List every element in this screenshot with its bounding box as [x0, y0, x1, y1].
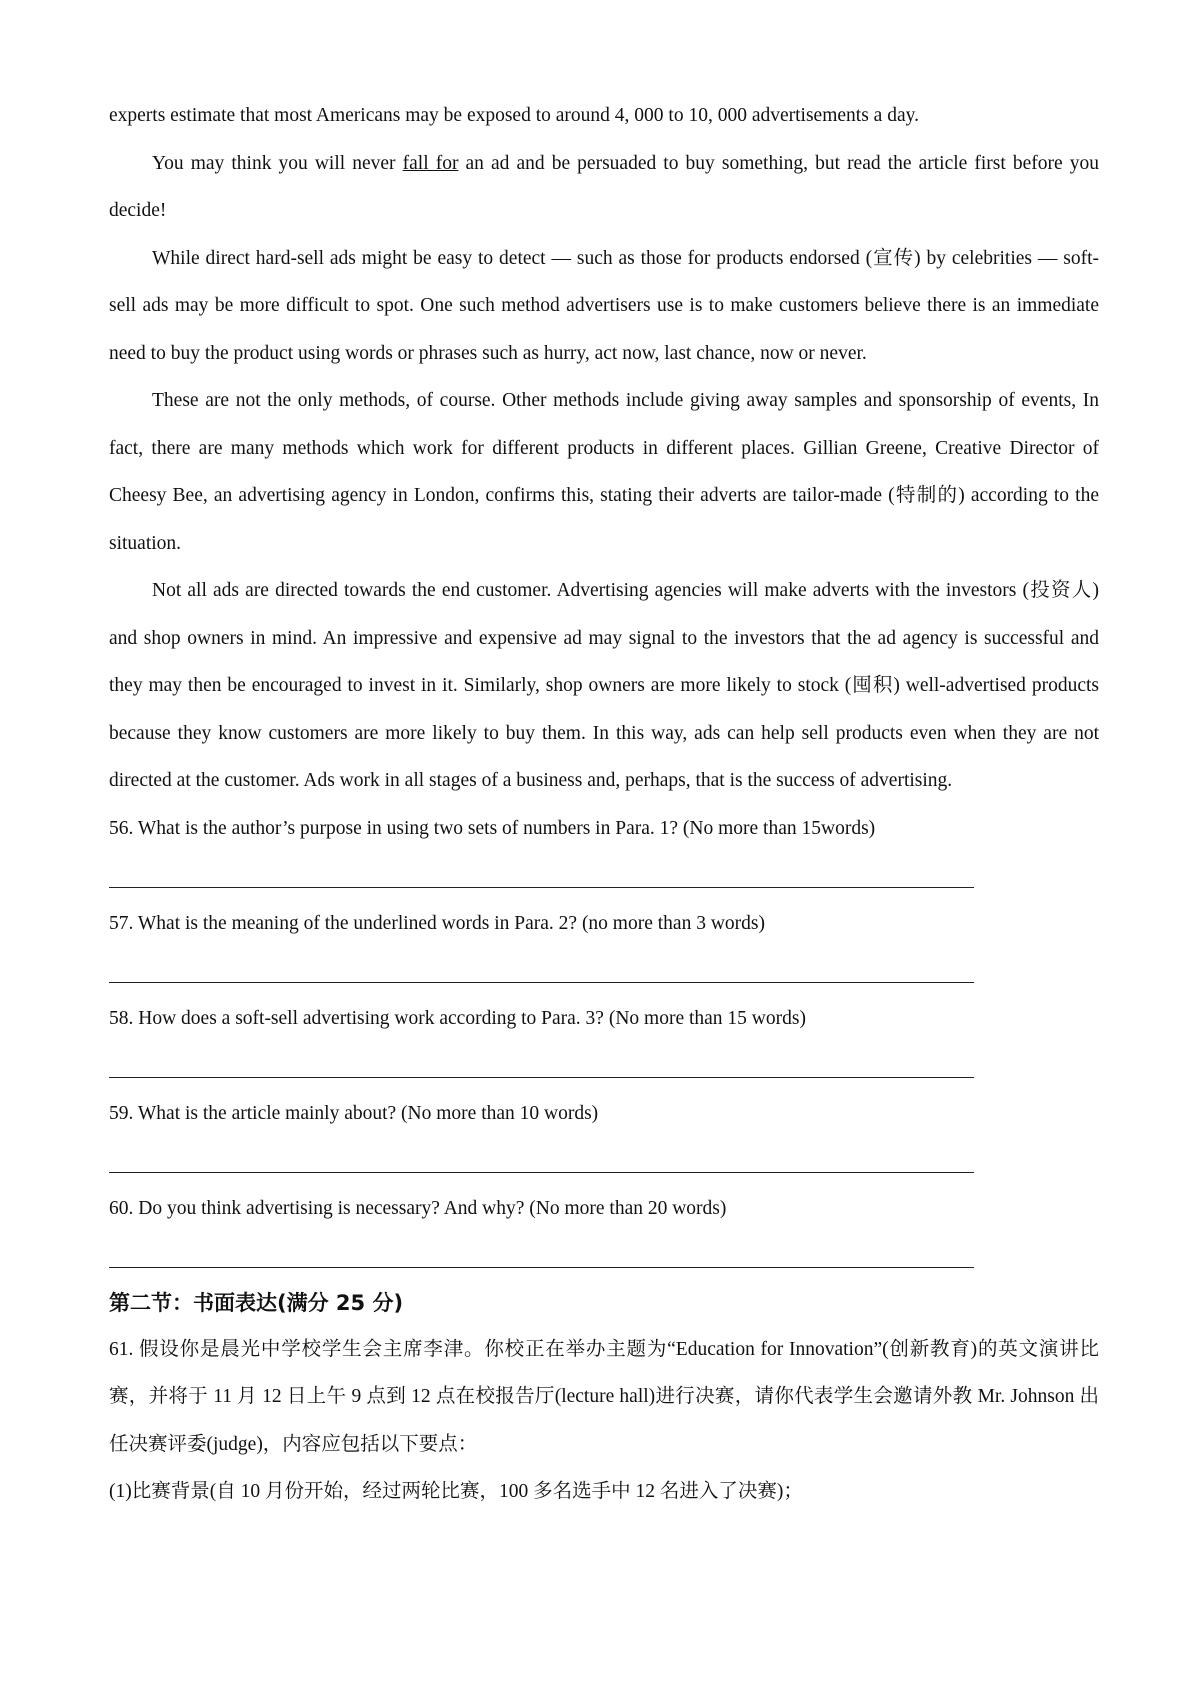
p2-text-after: an ad and be persuaded to buy something, but read the article first before you decide! [109, 152, 1099, 221]
question-56: 56. What is the author’s purpose in using two sets of numbers in Para. 1? (No more than 15words) [109, 817, 876, 839]
passage-paragraph-2 [109, 140, 1099, 235]
question-60: 60. Do you think advertising is necessary? And why? (No more than 20 words) [109, 1197, 727, 1219]
underlined-phrase: fall for [402, 152, 459, 174]
exam-page [109, 92, 1099, 1516]
answer-line-57[interactable] [109, 947, 974, 995]
section-2-title: 第二节：书面表达(满分 25 分) [109, 1290, 404, 1315]
p2-text-before: You may think you will never [152, 152, 403, 174]
passage-paragraph-4: These are not the only methods, of course. Other methods include giving away samples and sponsorship of events, In fact, there are many methods which work for different products in different places. Gillian Greene, Creative Director of Cheesy Bee, an advertising agency in London, confirms this, stating their adverts are tailor-made (特制的) according to the situation. [109, 390, 1099, 554]
answer-line-60[interactable] [109, 1232, 974, 1280]
writing-prompt: 61. 假设你是晨光中学校学生会主席李津。你校正在举办主题为“Education for Innovation”(创新教育)的英文演讲比赛，并将于 11 月 12 日上午 9 点到 12 点在校报告厅(lecture hall)进行决赛，请你代表学生会邀请外教 Mr. Johnson 出任决赛评委(judge)，内容应包括以下要点： [109, 1338, 1099, 1455]
answer-line-56[interactable] [109, 852, 974, 900]
writing-point-1: (1)比赛背景(自 10 月份开始，经过两轮比赛，100 多名选手中 12 名进入了决赛)； [109, 1481, 803, 1502]
question-59: 59. What is the article mainly about? (No more than 10 words) [109, 1102, 599, 1124]
question-57: 57. What is the meaning of the underlined words in Para. 2? (no more than 3 words) [109, 912, 765, 934]
passage-paragraph-3: While direct hard-sell ads might be easy to detect — such as those for products endorsed (宣传) by celebrities — soft-sell ads may be more difficult to spot. One such method advertisers use is to make customers believe there is an immediate need to buy the product using words or phrases such as hurry, act now, last chance, now or never. [109, 247, 1099, 364]
answer-line-59[interactable] [109, 1137, 974, 1185]
answer-line-58[interactable] [109, 1042, 974, 1090]
passage-paragraph-5: Not all ads are directed towards the end customer. Advertising agencies will make adverts with the investors (投资人) and shop owners in mind. An impressive and expensive ad may signal to the investors that the ad agency is successful and they may then be encouraged to invest in it. Similarly, shop owners are more likely to stock (囤积) well-advertised products because they know customers are more likely to buy them. In this way, ads can help sell products even when they are not directed at the customer. Ads work in all stages of a business and, perhaps, that is the success of advertising. [109, 580, 1099, 791]
passage-paragraph-1-tail: experts estimate that most Americans may be exposed to around 4, 000 to 10, 000 advertisements a day. [109, 105, 919, 126]
question-58: 58. How does a soft-sell advertising work according to Para. 3? (No more than 15 words) [109, 1007, 806, 1029]
